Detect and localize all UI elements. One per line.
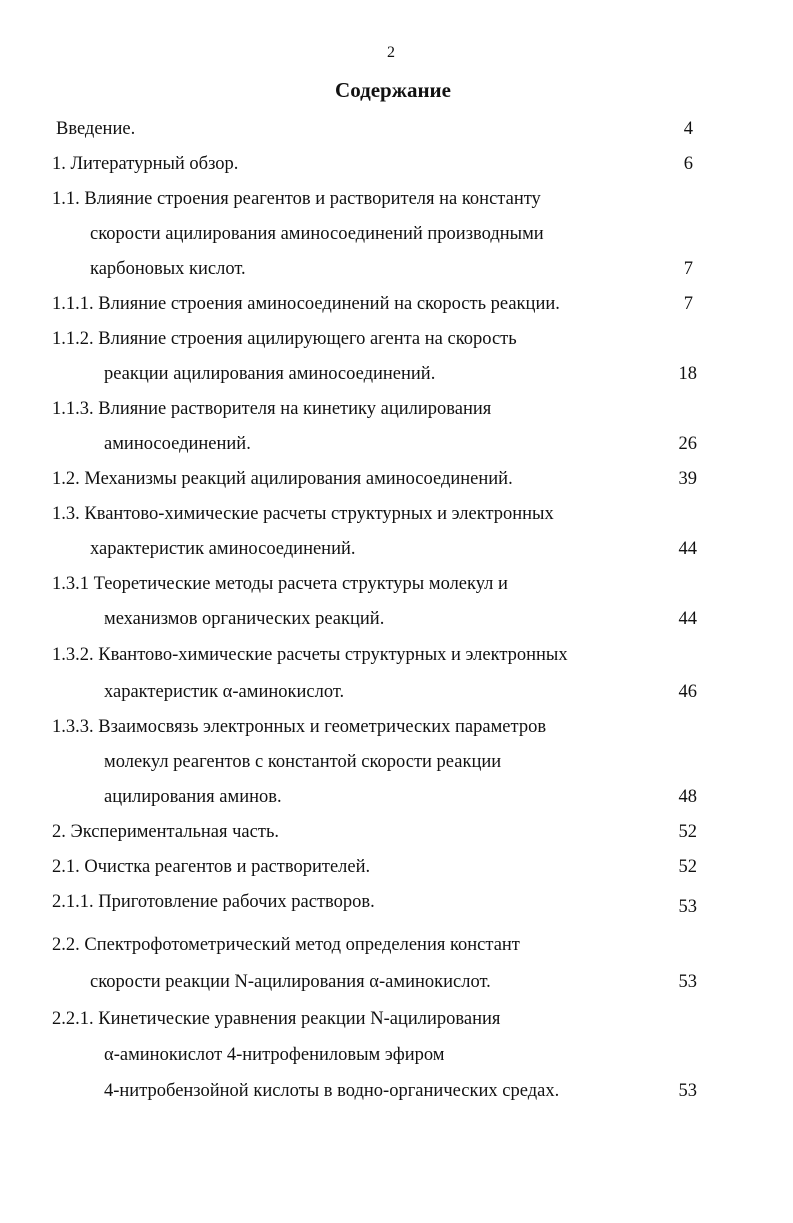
toc-entry-page: 39 <box>678 469 697 489</box>
toc-entry-page: 7 <box>683 294 693 314</box>
toc-entry-page: 52 <box>678 822 697 842</box>
toc-entry-text: 2.2.1. Кинетические уравнения реакции N-ацилирования <box>52 1009 501 1029</box>
toc-entry-page: 26 <box>678 434 697 454</box>
toc-entry-text: 1.3.3. Взаимосвязь электронных и геометрических параметров <box>52 717 547 737</box>
toc-entry-text: молекул реагентов с константой скорости реакции <box>104 752 502 772</box>
toc-entry-text: ацилирования аминов. <box>104 787 282 807</box>
toc-entry-text: 2.1.1. Приготовление рабочих растворов. <box>52 892 375 912</box>
toc-entry-text: карбоновых кислот. <box>90 259 246 279</box>
toc-entry-page: 52 <box>678 857 697 877</box>
toc-entry-text: 1.1.1. Влияние строения аминосоединений на скорость реакции. <box>52 294 560 314</box>
toc-entry-text: скорости реакции N-ацилирования α-аминокислот. <box>90 972 491 992</box>
page-title: Содержание <box>335 78 451 102</box>
toc-entry-text: 2. Экспериментальная часть. <box>52 822 280 842</box>
toc-entry-page: 4 <box>683 119 693 139</box>
toc-entry-page: 44 <box>678 539 697 559</box>
toc-entry-text: 1. Литературный обзор. <box>52 154 239 174</box>
toc-entry-page: 44 <box>678 609 697 629</box>
page-number: 2 <box>387 44 395 61</box>
toc-entry-page: 48 <box>678 787 697 807</box>
toc-entry-page: 53 <box>678 1081 697 1101</box>
toc-entry-text: 2.2. Спектрофотометрический метод определения констант <box>52 935 520 955</box>
toc-entry-page: 7 <box>683 259 693 279</box>
toc-entry-text: 1.1.3. Влияние растворителя на кинетику ацилирования <box>52 399 492 419</box>
toc-entry-text: характеристик α-аминокислот. <box>104 682 345 702</box>
toc-entry-text: 1.1.2. Влияние строения ацилирующего агента на скорость <box>52 329 517 349</box>
toc-entry-text: 2.1. Очистка реагентов и растворителей. <box>52 857 371 877</box>
toc-entry-page: 46 <box>678 682 697 702</box>
toc-entry-text: 1.3. Квантово-химические расчеты структурных и электронных <box>52 504 554 524</box>
toc-entry-text: 1.1. Влияние строения реагентов и растворителя на константу <box>52 189 541 209</box>
toc-entry-text: механизмов органических реакций. <box>104 609 385 629</box>
toc-entry-page: 6 <box>683 154 693 174</box>
toc-entry-text: характеристик аминосоединений. <box>90 539 356 559</box>
toc-entry-text: 1.2. Механизмы реакций ацилирования аминосоединений. <box>52 469 513 489</box>
toc-entry-text: 4-нитробензойной кислоты в водно-органических средах. <box>104 1081 560 1101</box>
toc-entry-text: α-аминокислот 4-нитрофениловым эфиром <box>104 1045 445 1065</box>
toc-entry-text: 1.3.1 Теоретические методы расчета структуры молекул и <box>52 574 508 594</box>
toc-entry-page: 53 <box>678 897 697 917</box>
toc-entry-text: аминосоединений. <box>104 434 251 454</box>
toc-entry-text: скорости ацилирования аминосоединений производными <box>90 224 544 244</box>
toc-entry-page: 18 <box>678 364 697 384</box>
toc-entry-text: Введение. <box>56 119 136 139</box>
toc-entry-page: 53 <box>678 972 697 992</box>
toc-entry-text: реакции ацилирования аминосоединений. <box>104 364 436 384</box>
toc-entry-text: 1.3.2. Квантово-химические расчеты структурных и электронных <box>52 645 568 665</box>
